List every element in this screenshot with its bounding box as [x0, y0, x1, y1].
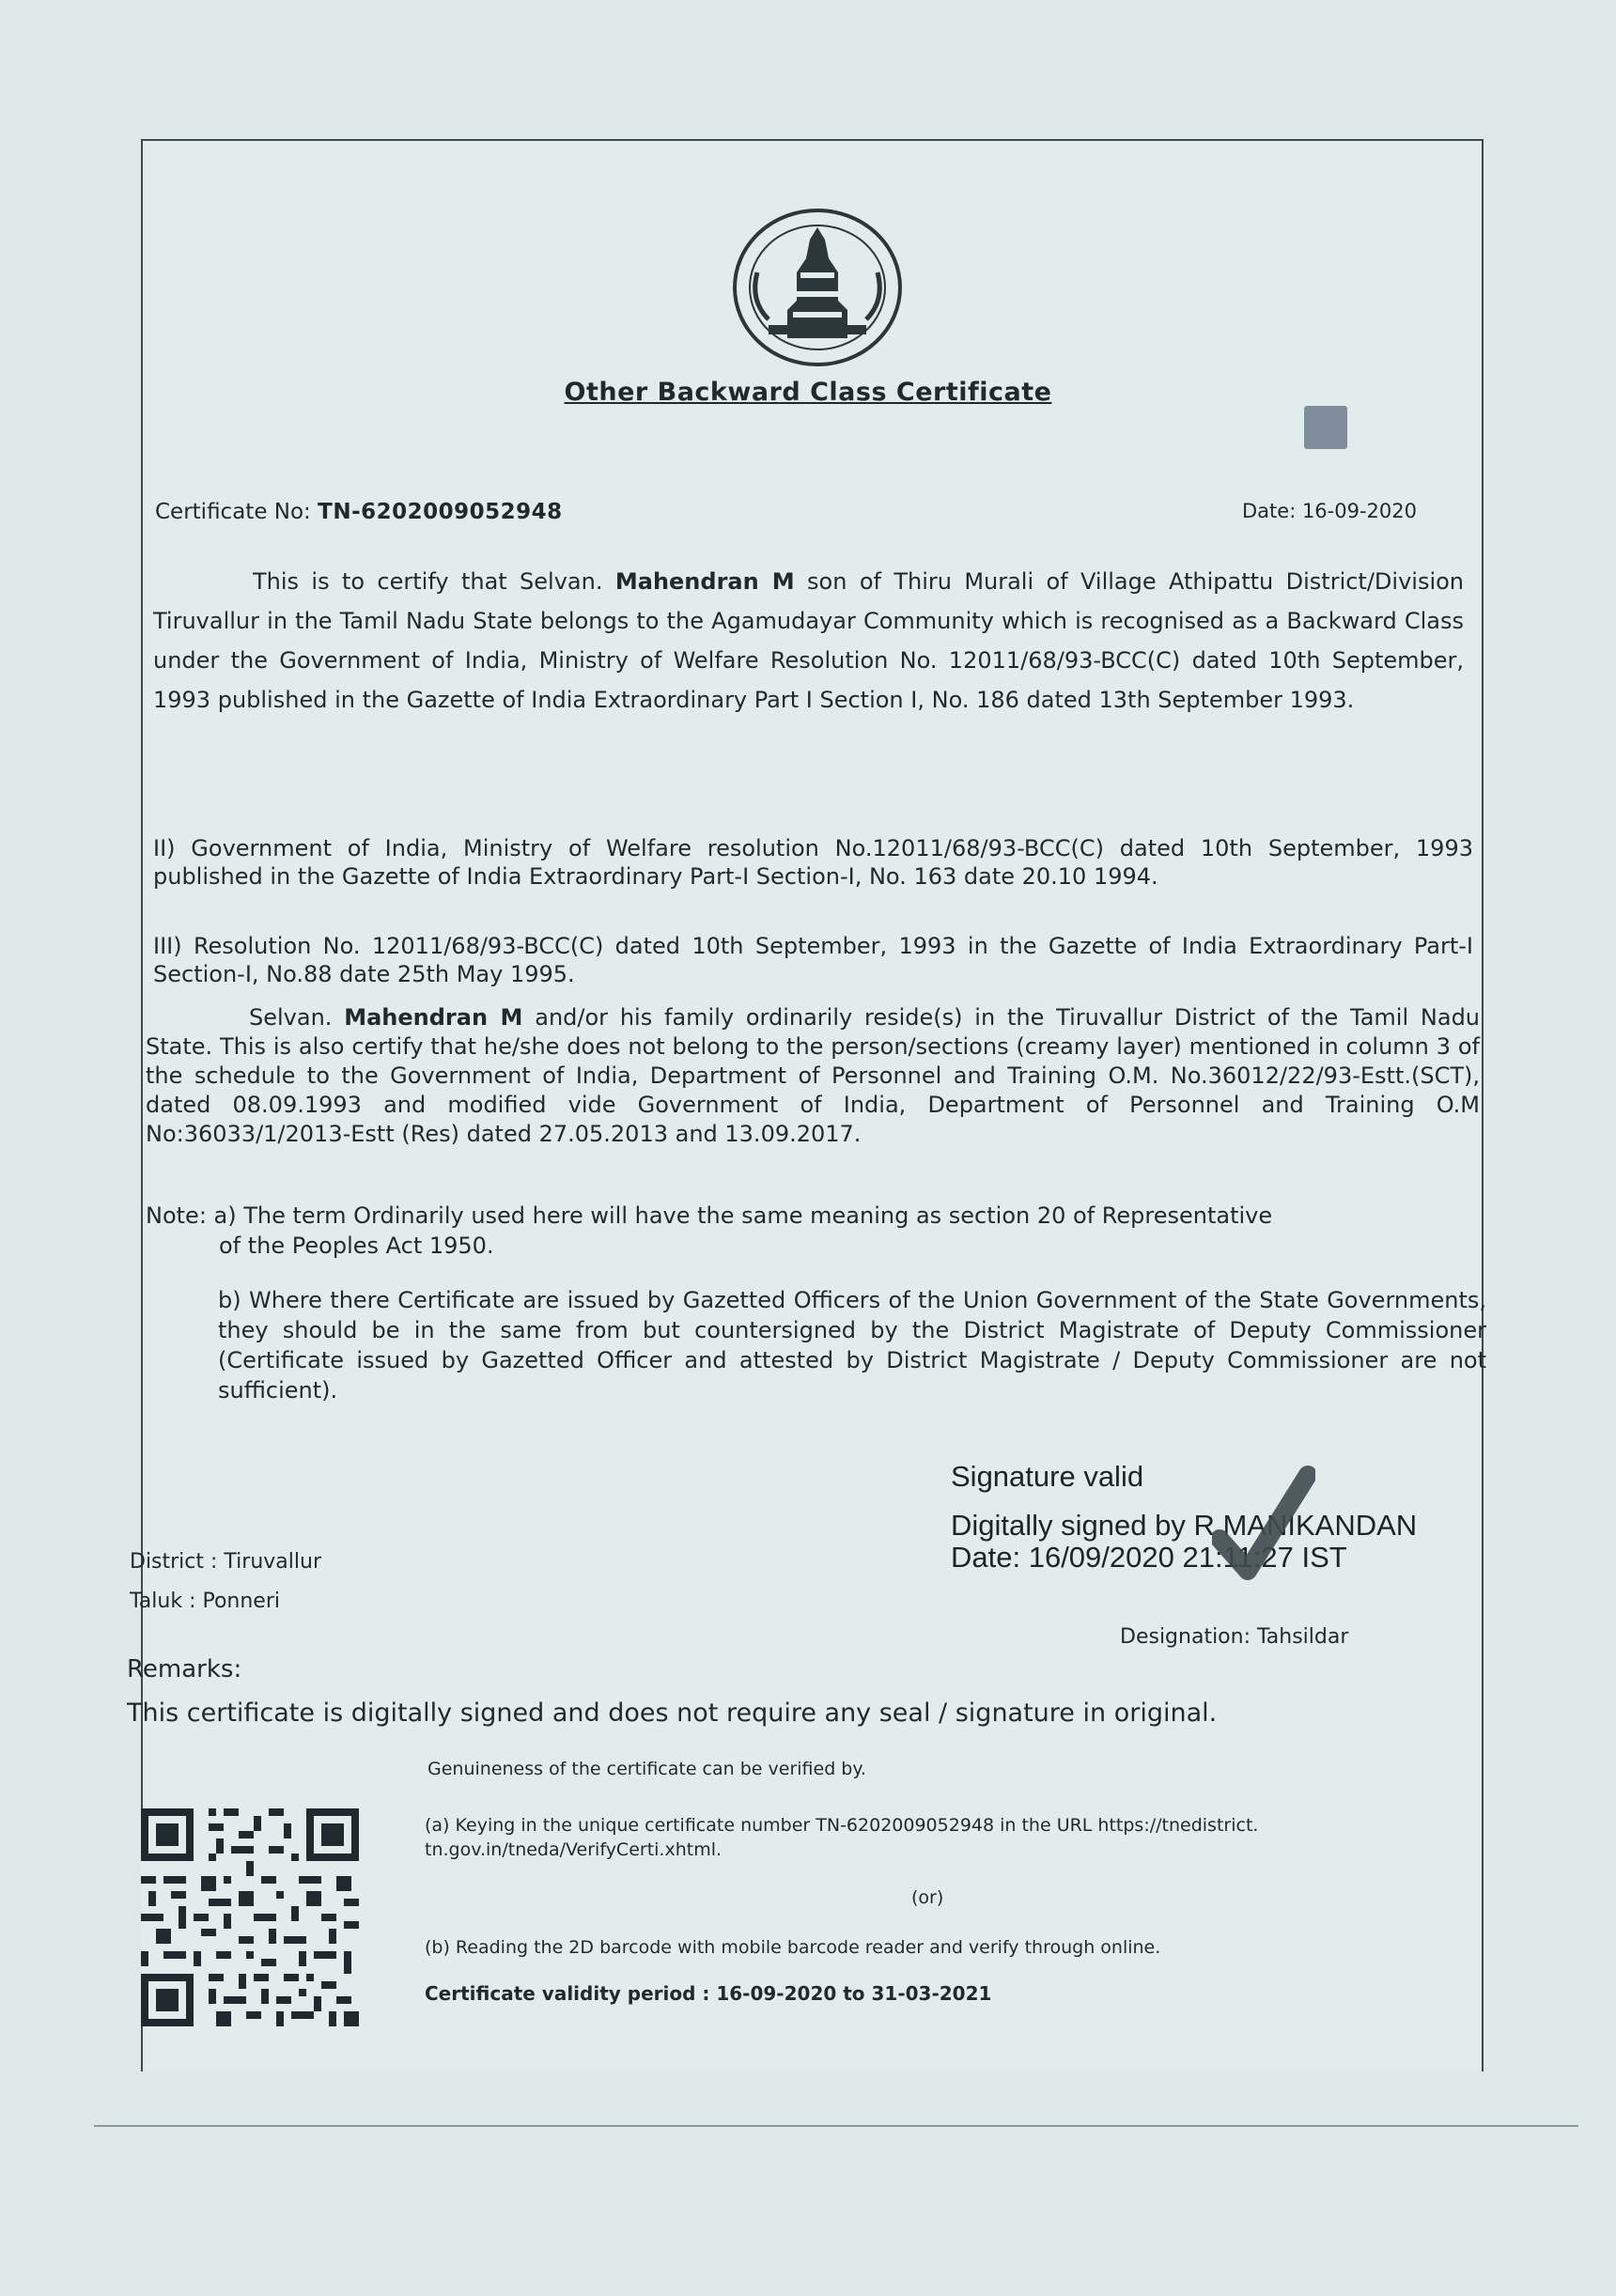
- certificate-number-label: Certificate No:: [155, 500, 311, 524]
- verification-url-text: (a) Keying in the unique certificate number TN-6202009052948 in the URL https://tnedistrict. tn.gov.in/tneda/VerifyCerti.xhtml.: [425, 1815, 1259, 1860]
- issue-date: Date: 16-09-2020: [1242, 500, 1417, 522]
- certification-paragraph: [153, 562, 1464, 720]
- remarks-label: Remarks:: [127, 1655, 242, 1683]
- certificate-title: Other Backward Class Certificate: [564, 378, 1052, 407]
- note-a-line1: Note: a) The term Ordinarily used here will have the same meaning as section 20 of Representative: [146, 1202, 1273, 1229]
- state-emblem-icon: [731, 207, 904, 368]
- designation: Designation: Tahsildar: [1120, 1625, 1349, 1649]
- para4-text-b: and/or his family ordinarily reside(s) in the Tiruvallur District of the Tamil Nadu State. This is also certify that he/she does not belong to the person/sections (creamy layer) mentioned in column 3 of the schedule to the Government of India, Department of Personnel and Training O.M. No.36012/22/93-Estt.(SCT), dated 08.09.1993 and modified vide Government of India, Department of Personnel and Training O.M No:36033/1/2013-Estt (Res) dated 27.05.2013 and 13.09.2017.: [146, 1004, 1481, 1147]
- resolution-ii: II) Government of India, Ministry of Welfare resolution No.12011/68/93-BCC(C) dated 10th September, 1993 published in the Gazette of India Extraordinary Part-I Section-I, No. 163 date 20.10 1994.: [153, 835, 1473, 890]
- note-b: b) Where there Certificate are issued by Gazetted Officers of the Union Government of the State Governments, they should be in the same from but countersigned by the District Magistrate of Deputy Commissioner (Certificate issued by Gazetted Officer and attested by District Magistrate / Deputy Commissioner are not sufficient).: [218, 1287, 1486, 1404]
- resolution-iii: III) Resolution No. 12011/68/93-BCC(C) dated 10th September, 1993 in the Gazette of India Extraordinary Part-I Section-I, No.88 date 25th May 1995.: [153, 933, 1473, 987]
- digital-signature-block: [951, 1461, 1417, 1574]
- para1-text-a: This is to certify that Selvan.: [253, 568, 615, 595]
- photo-thumbnail: [1304, 406, 1347, 449]
- para4-text-a: Selvan.: [249, 1004, 345, 1031]
- note-a-line2: of the Peoples Act 1950.: [219, 1233, 494, 1259]
- digital-sign-note: This certificate is digitally signed and does not require any seal / signature in original.: [127, 1699, 1218, 1728]
- signature-date: Date: 16/09/2020 21:11:27 IST: [951, 1541, 1347, 1574]
- district: District : Tiruvallur: [130, 1550, 321, 1574]
- taluk: Taluk : Ponneri: [130, 1590, 280, 1613]
- validity-period: Certificate validity period : 16-09-2020 to 31-03-2021: [425, 1982, 992, 2005]
- signature-valid: Signature valid: [951, 1460, 1144, 1493]
- certificate-number: [155, 500, 563, 524]
- page-edge-line: [94, 2125, 1578, 2127]
- certificate-number-value: TN-6202009052948: [318, 500, 563, 524]
- checkmark-icon: [1212, 1466, 1315, 1588]
- genuineness-text: Genuineness of the certificate can be verified by.: [427, 1759, 866, 1779]
- holder-name-2: Mahendran M: [344, 1004, 523, 1031]
- or-text: (or): [911, 1887, 944, 1908]
- holder-name: Mahendran M: [614, 568, 795, 595]
- para1-text-b: son of Thiru Murali of Village Athipattu District/Division Tiruvallur in the Tamil Nadu State belongs to the Agamudayar Community which is recognised as a Backward Class under the Government of India, Ministry of Welfare Resolution No. 12011/68/93-BCC(C) dated 10th September, 1993 published in the Gazette of India Extraordinary Part I Section I, No. 186 dated 13th September 1993.: [153, 568, 1465, 713]
- barcode-instruction: (b) Reading the 2D barcode with mobile barcode reader and verify through online.: [425, 1937, 1161, 1958]
- signed-by: Digitally signed by R MANIKANDAN: [951, 1509, 1418, 1542]
- note-a: [146, 1201, 1480, 1261]
- residence-paragraph: [146, 1003, 1480, 1149]
- qr-code[interactable]: [141, 1808, 359, 2026]
